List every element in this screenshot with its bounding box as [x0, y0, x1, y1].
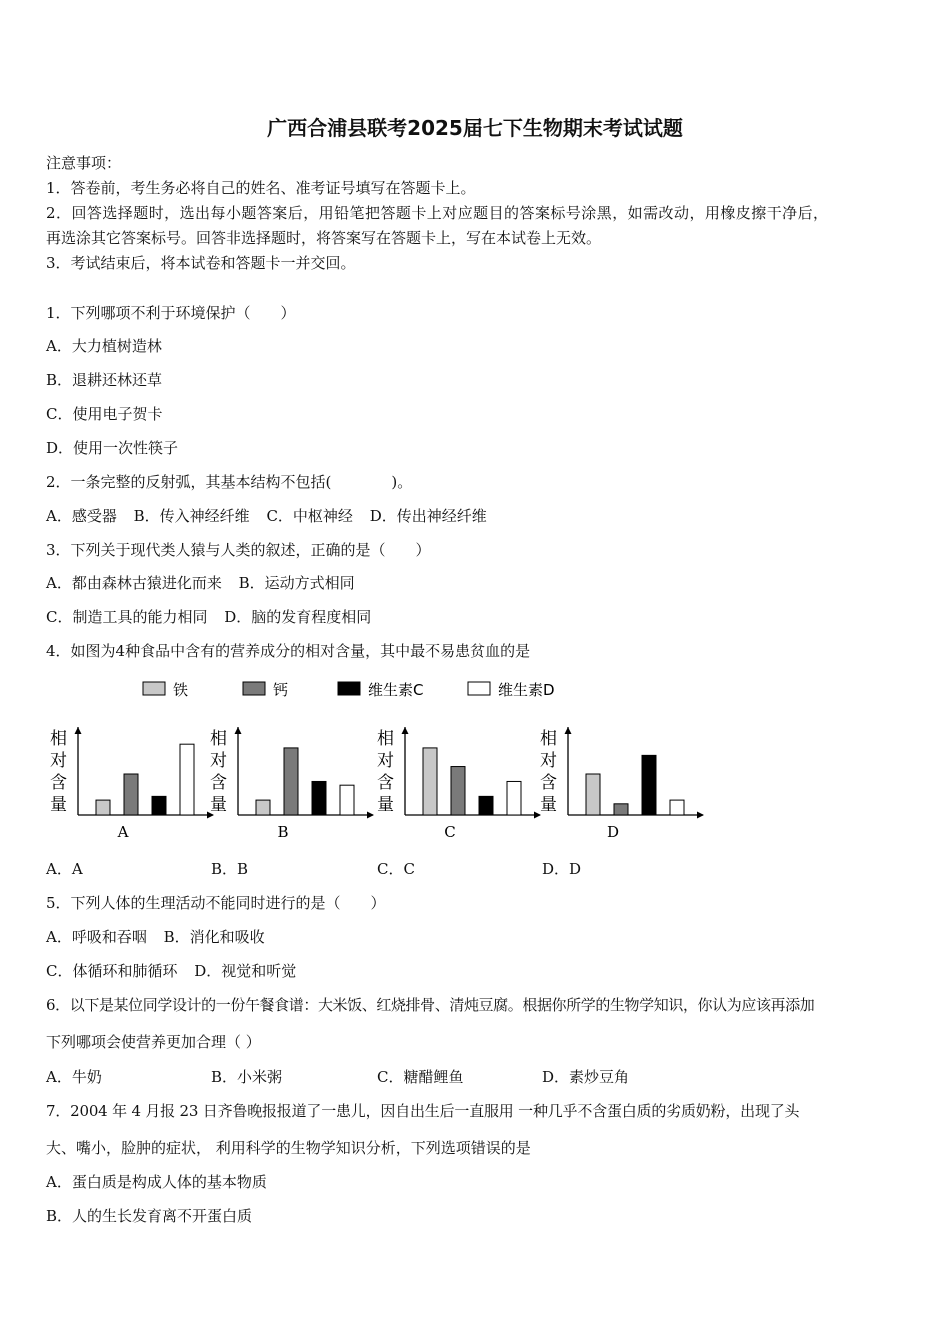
option-d: D．传出神经纤维: [369, 507, 487, 525]
question-7-option-a: A．蛋白质是构成人体的基本物质: [46, 1173, 267, 1191]
question-7-stem-line2: 大、嘴小，脸肿的症状， 利用科学的生物学知识分析，下列选项错误的是: [46, 1139, 531, 1157]
y-axis-label: 相: [210, 729, 227, 749]
legend-label: 维生素D: [498, 681, 555, 699]
y-axis-label: 对: [540, 751, 557, 771]
y-axis-arrow: [75, 727, 82, 734]
question-7-option-b: B．人的生长发育离不开蛋白质: [46, 1207, 253, 1225]
bar: [340, 785, 354, 815]
y-axis-label: 含: [50, 773, 67, 793]
legend-swatch: [338, 682, 360, 695]
question-1-option-a: A．大力植树造林: [46, 337, 162, 355]
question-3-options-row2: [46, 606, 371, 627]
bar: [586, 774, 600, 815]
question-3-stem: 3．下列关于现代类人猿与人类的叙述，正确的是（ ）: [46, 541, 431, 559]
question-7-stem-line1: 7．2004 年 4 月报 23 日齐鲁晚报报道了一患儿，因自出生后一直服用 一种几乎不含蛋白质的劣质奶粉，出现了头: [46, 1102, 800, 1120]
category-label: B: [277, 823, 289, 841]
question-6-stem-line1: 6．以下是某位同学设计的一份午餐食谱：大米饭、红烧排骨、清炖豆腐。根据你所学的生物学知识，你认为应该再添加: [46, 996, 815, 1014]
question-5-options-row2: [46, 960, 296, 981]
notice-heading: 注意事项：: [46, 154, 122, 172]
option-c: C．制造工具的能力相同: [46, 608, 208, 626]
category-label: A: [117, 823, 129, 841]
x-axis-arrow: [367, 812, 374, 819]
option-a: A．呼吸和吞咽: [46, 928, 147, 946]
question-1-option-d: D．使用一次性筷子: [46, 439, 179, 457]
question-5-stem: 5．下列人体的生理活动不能同时进行的是（ ）: [46, 894, 386, 912]
category-label: D: [606, 823, 620, 841]
bar: [642, 755, 656, 815]
bar: [614, 804, 628, 815]
bar: [507, 781, 521, 815]
y-axis-label: 相: [377, 729, 394, 749]
category-label: C: [444, 823, 456, 841]
question-1-stem: 1．下列哪项不利于环境保护（ ）: [46, 304, 296, 322]
y-axis-label: 量: [50, 795, 67, 815]
bar: [479, 796, 493, 815]
option-b: B．消化和吸收: [163, 928, 265, 946]
bar: [284, 748, 298, 815]
option-a: A．感受器: [46, 507, 117, 525]
question-1-option-c: C．使用电子贺卡: [46, 405, 163, 423]
question-6-stem-line2: 下列哪项会使营养更加合理（ ）: [46, 1033, 261, 1051]
notice-item: 1．答卷前，考生务必将自己的姓名、准考证号填写在答题卡上。: [46, 179, 476, 197]
bar: [670, 800, 684, 815]
legend-label: 维生素C: [368, 681, 424, 699]
page-title: 广西合浦县联考2025届七下生物期末考试试题: [267, 116, 683, 140]
y-axis-label: 相: [50, 729, 67, 749]
bar: [423, 748, 437, 815]
legend-label: 铁: [173, 681, 189, 699]
question-4-stem: 4．如图为4种食品中含有的营养成分的相对含量，其中最不易患贫血的是: [46, 642, 531, 660]
y-axis-arrow: [565, 727, 572, 734]
bar: [451, 767, 465, 815]
y-axis-label: 对: [377, 751, 394, 771]
bar: [124, 774, 138, 815]
notice-item: 3．考试结束后，将本试卷和答题卡一并交回。: [46, 254, 356, 272]
option-a: A．都由森林古猿进化而来: [46, 574, 222, 592]
bar: [96, 800, 110, 815]
notice-item: 再选涂其它答案标号。回答非选择题时，将答案写在答题卡上，写在本试卷上无效。: [46, 229, 602, 247]
y-axis-label: 量: [377, 795, 394, 815]
bar: [180, 744, 194, 815]
option-c: C．中枢神经: [266, 507, 353, 525]
option-c: C．体循环和肺循环: [46, 962, 178, 980]
option-b: B．传入神经纤维: [133, 507, 250, 525]
y-axis-label: 量: [540, 795, 557, 815]
nutrient-bar-chart: [40, 672, 730, 852]
question-5-options-row1: [46, 926, 265, 947]
y-axis-label: 相: [540, 729, 557, 749]
option-b: B．运动方式相同: [238, 574, 355, 592]
question-2-stem: 2．一条完整的反射弧，其基本结构不包括( )。: [46, 473, 413, 491]
option-d: D．视觉和听觉: [194, 962, 297, 980]
legend-swatch: [143, 682, 165, 695]
question-4-option-d: D．D: [542, 860, 582, 878]
y-axis-label: 含: [210, 773, 227, 793]
question-6-option-d: D．素炒豆角: [542, 1068, 630, 1086]
question-4-option-b: B．B: [211, 860, 249, 878]
question-6-option-a: A．牛奶: [46, 1068, 102, 1086]
y-axis-label: 含: [377, 773, 394, 793]
y-axis-arrow: [402, 727, 409, 734]
question-6-option-b: B．小米粥: [211, 1068, 283, 1086]
legend-swatch: [468, 682, 490, 695]
y-axis-label: 含: [540, 773, 557, 793]
question-3-options-row1: [46, 572, 355, 593]
question-6-option-c: C．糖醋鲤鱼: [377, 1068, 464, 1086]
option-d: D．脑的发育程度相同: [224, 608, 372, 626]
y-axis-label: 对: [50, 751, 67, 771]
question-2-options: [46, 505, 487, 526]
question-1-option-b: B．退耕还林还草: [46, 371, 163, 389]
y-axis-label: 对: [210, 751, 227, 771]
bar: [152, 796, 166, 815]
y-axis-label: 量: [210, 795, 227, 815]
x-axis-arrow: [697, 812, 704, 819]
question-4-option-a: A．A: [46, 860, 83, 878]
bar: [256, 800, 270, 815]
legend-swatch: [243, 682, 265, 695]
legend-label: 钙: [273, 681, 289, 699]
question-4-option-c: C．C: [377, 860, 415, 878]
notice-item: 2．回答选择题时，选出每小题答案后，用铅笔把答题卡上对应题目的答案标号涂黑，如需改动，用橡皮擦干净后，: [46, 204, 829, 222]
bar: [312, 781, 326, 815]
y-axis-arrow: [235, 727, 242, 734]
